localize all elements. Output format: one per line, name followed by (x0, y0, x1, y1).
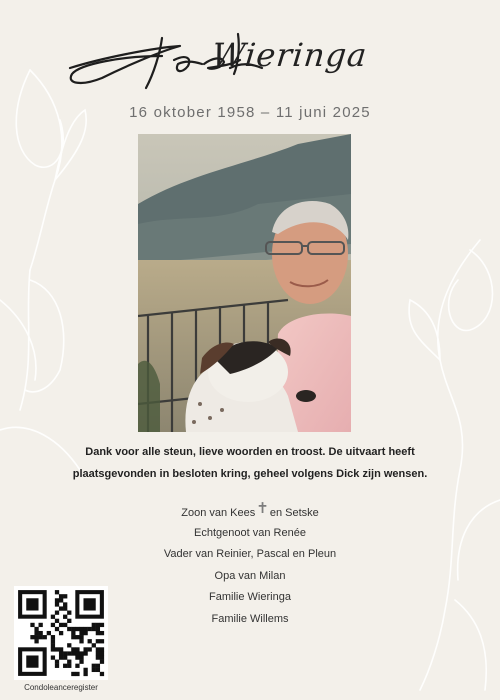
message-line-2: plaatsgevonden in besloten kring, geheel volgens Dick zijn wensen. (72, 468, 428, 480)
relation-son-before: Zoon van Kees (181, 507, 256, 519)
relation-family-wieringa: Familie Wieringa (209, 591, 291, 604)
life-dates: 16 oktober 1958 – 11 juni 2025 (129, 104, 371, 121)
signature-surname: Wieringa (210, 36, 370, 74)
relation-grandfather: Opa van Milan (214, 569, 286, 582)
relation-son-after: en Setske (269, 507, 319, 519)
message-line-1: Dank voor alle steun, lieve woorden en troost. De uitvaart heeft (85, 446, 415, 458)
condolence-register-label[interactable]: Condoleanceregister (24, 683, 98, 692)
portrait-photo (138, 134, 351, 432)
relation-spouse: Echtgenoot van Renée (194, 526, 306, 539)
thank-you-message (40, 441, 460, 485)
relation-family-willems: Familie Willems (211, 612, 289, 625)
cross-icon: ✝ (256, 500, 269, 517)
relation-father: Vader van Reinier, Pascal en Pleun (163, 548, 337, 561)
relation-son (0, 501, 500, 523)
qr-code[interactable] (14, 586, 108, 680)
